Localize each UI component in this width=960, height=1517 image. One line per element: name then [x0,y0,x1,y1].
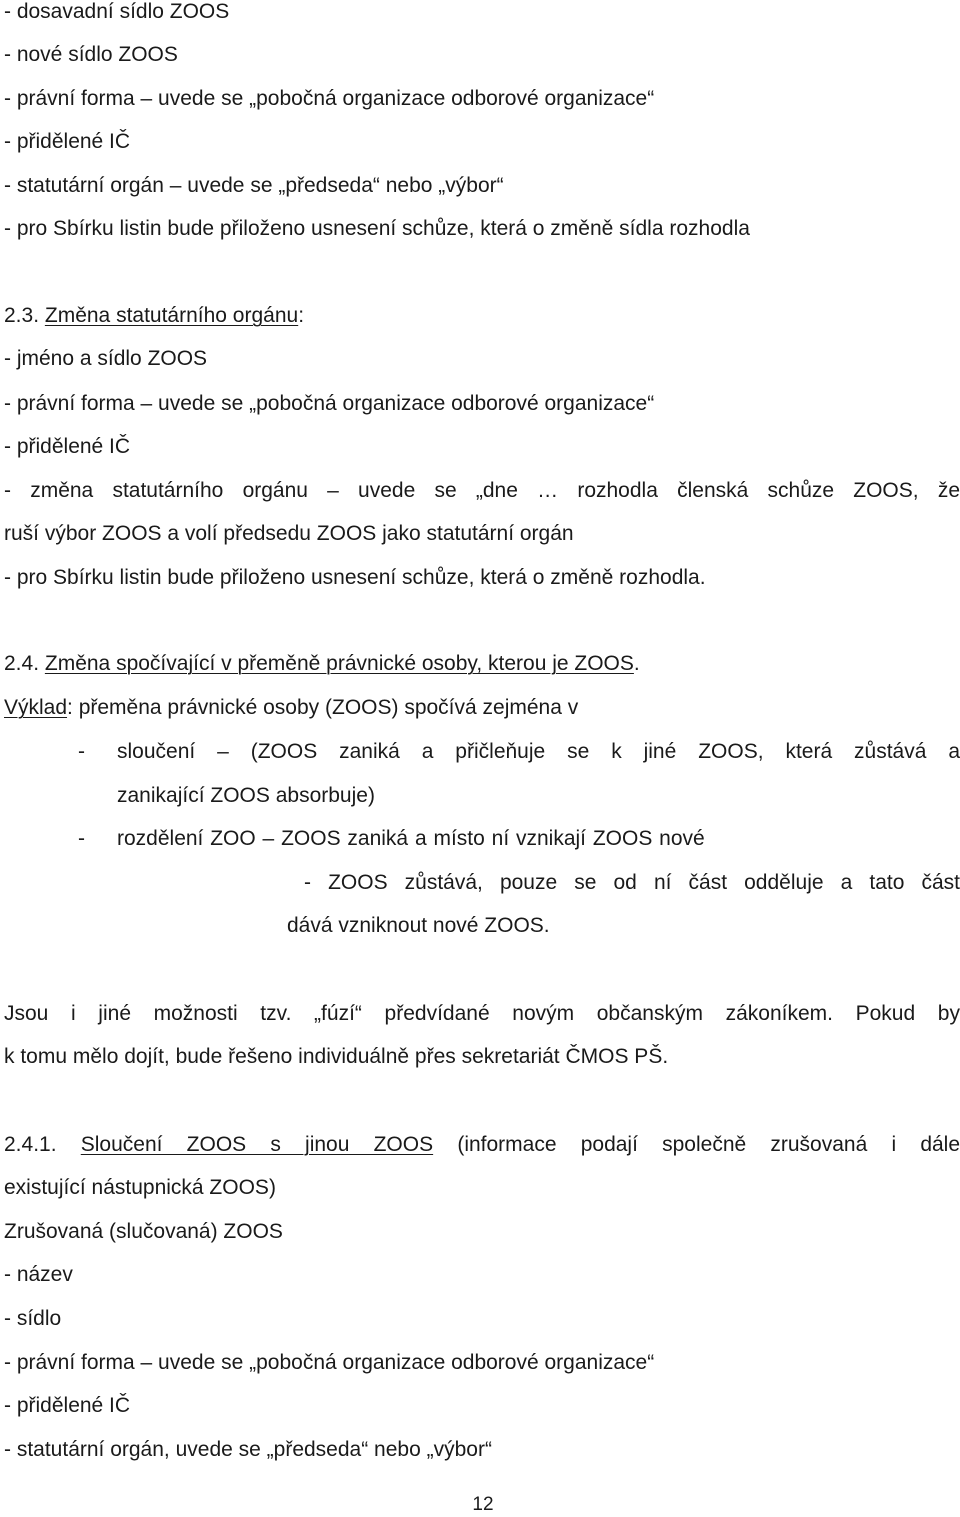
list-item: - dosavadní sídlo ZOOS [4,0,230,23]
section-title: Změna spočívající v přeměně právnické osoby, kterou je ZOOS [44,652,634,675]
list-item: - nové sídlo ZOOS [4,43,178,66]
section-heading [4,1133,960,1157]
subheading: Zrušovaná (slučovaná) ZOOS [4,1220,283,1243]
list-item: - jméno a sídlo ZOOS [4,347,208,370]
division-description: rozdělení ZOO – ZOOS zaniká a místo ní vznikají ZOOS nové [117,827,705,850]
heading-dot: . [633,652,640,675]
section-heading-note: (informace podají společně zrušovaná i dále [457,1133,960,1156]
list-item: - statutární orgán, uvede se „předseda“ nebo „výbor“ [4,1438,492,1461]
list-item: - sídlo [4,1307,62,1330]
list-item: - přidělené IČ [4,1394,131,1417]
list-item: - pro Sbírku listin bude přiloženo usnesení schůze, která o změně sídla rozhodla [4,217,750,240]
explanation-text: : přeměna právnické osoby (ZOOS) spočívá zejména v [67,696,579,719]
section-number: 2.4. [4,652,40,675]
list-item: - statutární orgán – uvede se „předseda“ nebo „výbor“ [4,174,504,197]
fusion-paragraph: Jsou i jiné možnosti tzv. „fúzí“ předvídané novým občanským zákoníkem. Pokud by [4,1002,960,1025]
explanation-label: Výklad [4,696,68,719]
merger-description: sloučení – (ZOOS zaniká a přičleňuje se k jiné ZOOS, která zůstává a [117,740,960,763]
explanation-paragraph [4,696,578,720]
section-heading-continuation: existující nástupnická ZOOS) [4,1176,276,1199]
section-title: Změna statutárního orgánu [44,304,299,327]
page-number: 12 [472,1494,494,1515]
bullet-dash: - [78,740,85,763]
list-item: - pro Sbírku listin bude přiloženo usnesení schůze, která o změně rozhodla. [4,566,706,589]
list-item: - název [4,1263,73,1286]
list-item: - právní forma – uvede se „pobočná organizace odborové organizace“ [4,1351,655,1374]
list-item: - změna statutárního orgánu – uvede se „dne … rozhodla členská schůze ZOOS, že [4,479,960,502]
division-description-continuation: - ZOOS zůstává, pouze se od ní část odděluje a tato část [304,871,960,894]
division-description-continuation: dává vzniknout nové ZOOS. [287,914,550,937]
merger-description-continuation: zanikající ZOOS absorbuje) [117,784,375,807]
fusion-paragraph-continuation: k tomu mělo dojít, bude řešeno individuálně přes sekretariát ČMOS PŠ. [4,1045,669,1068]
section-number: 2.3. [4,304,40,327]
heading-colon: : [298,304,305,327]
section-heading [4,304,304,328]
bullet-dash: - [78,827,85,850]
section-heading [4,652,640,676]
list-item: - právní forma – uvede se „pobočná organizace odborové organizace“ [4,392,655,415]
section-number: 2.4.1. [4,1133,57,1156]
list-item-continuation: ruší výbor ZOOS a volí předsedu ZOOS jako statutární orgán [4,522,574,545]
list-item: - přidělené IČ [4,130,131,153]
list-item: - přidělené IČ [4,435,131,458]
section-title: Sloučení ZOOS s jinou ZOOS [80,1133,434,1156]
list-item: - právní forma – uvede se „pobočná organizace odborové organizace“ [4,87,655,110]
